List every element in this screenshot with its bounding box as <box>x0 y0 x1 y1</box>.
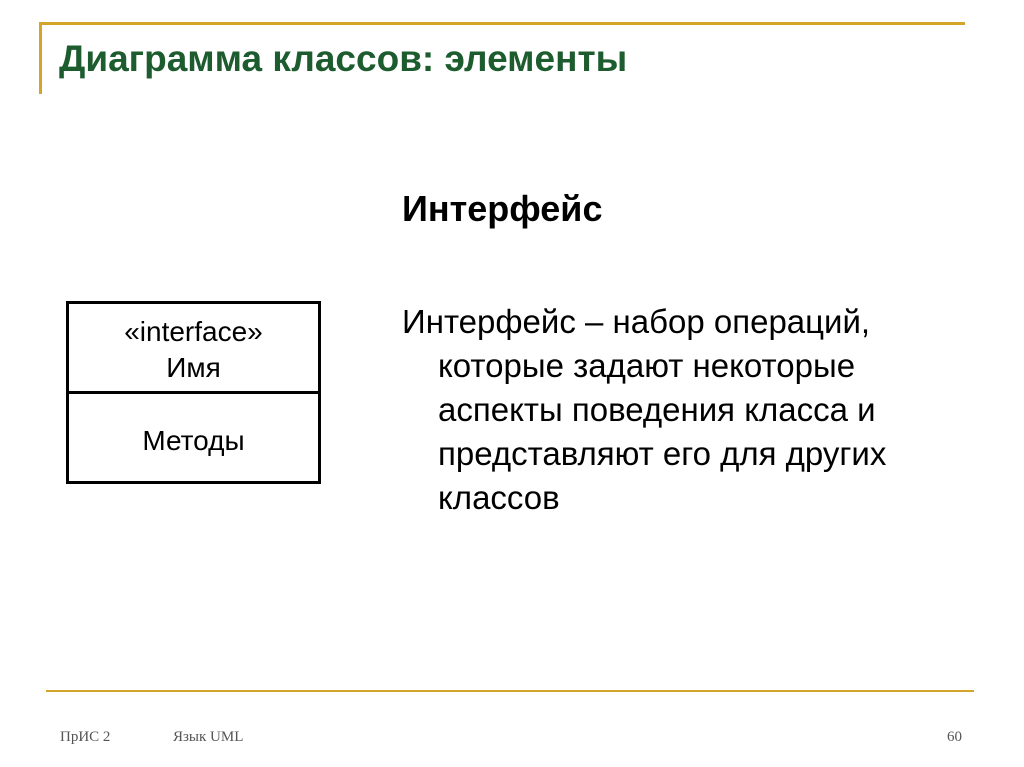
uml-stereotype-label: «interface» <box>124 316 263 347</box>
title-frame-top-border <box>39 22 965 25</box>
definition-line: представляют его для других <box>438 435 887 472</box>
slide-title: Диаграмма классов: элементы <box>59 38 628 79</box>
definition-line: аспекты поведения класса и <box>438 391 876 428</box>
uml-interface-name: Имя <box>166 352 221 383</box>
interface-heading: Интерфейс <box>402 188 603 229</box>
uml-interface-box <box>66 301 321 484</box>
uml-interface-header <box>69 304 318 394</box>
uml-methods-label: Методы <box>142 425 245 456</box>
footer-topic: Язык UML <box>173 729 244 745</box>
uml-methods-compartment <box>69 394 318 481</box>
footer-page-number: 60 <box>947 729 962 745</box>
definition-line: Интерфейс – набор операций, <box>402 303 871 340</box>
definition-line: которые задают некоторые <box>438 347 856 384</box>
interface-definition <box>402 300 982 520</box>
definition-line: классов <box>438 479 560 516</box>
footer-course: ПрИС 2 <box>60 729 111 745</box>
title-frame-left-border <box>39 22 42 94</box>
footer-divider <box>46 690 974 692</box>
